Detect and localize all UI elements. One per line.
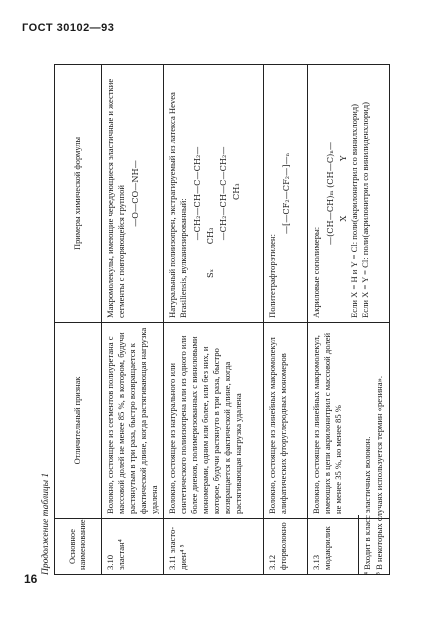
- row-feature: Волокно, состоящее из натурального или синтетического полиизопрена или из одного или более диенов, полимеризованных с виниловыми мономерами, одним или более, или без них, и которое, будучи растянуто в три раза, быстро возвращается к фактической длине, когда растягивающая нагрузка удалена: [164, 323, 264, 519]
- formula-sulfur: Sₓ: [204, 268, 215, 278]
- formula-description: Акриловые сополимеры:: [311, 226, 321, 318]
- row-formula: [102, 65, 164, 323]
- row-formula: [164, 65, 264, 323]
- formula-chain-1: —CH₂—CH—C—CH₂—: [192, 146, 202, 241]
- row-name: 3.13 модакрилик: [308, 519, 390, 575]
- row-formula: [264, 65, 308, 323]
- formula-substituents: [339, 69, 347, 318]
- formula-description: Политетрафторэтилен:: [267, 234, 277, 318]
- page-header: ГОСТ 30102—93: [22, 22, 115, 34]
- fiber-table: [54, 64, 390, 575]
- table-row: [264, 65, 308, 575]
- header-name: Основное наименование: [55, 519, 102, 575]
- footnote: ⁴ Входит в класс эластичных волокон.: [362, 436, 372, 575]
- formula-copolymer: —(CH—CH)ₘ (CH—C)ₙ—: [325, 141, 335, 246]
- formula-chain-2: —CH₂—CH—C—CH₂—: [217, 146, 228, 241]
- row-name: 3.11 эласто-диен⁴ ⁵: [164, 519, 264, 575]
- formula-description: Макромолекулы, имеющие чередующиеся эластичные и жесткие сегменты с повторяющейся группой: [105, 78, 126, 318]
- row-feature: Волокно, состоящее из линейных макромолекул, имеющих в цепи акрилонитрил с массовой долей не менее 35 %, но менее 85 %: [308, 323, 390, 519]
- header-feature: Отличительный признак: [55, 323, 102, 519]
- table-row: [164, 65, 264, 575]
- row-name: 3.10 эластан⁴: [102, 519, 164, 575]
- row-name: 3.12 фторволокно: [264, 519, 308, 575]
- table-header-row: [55, 65, 102, 575]
- formula-note: Если X = H и Y = Cl: поли(акрилонитрил со винилхлорид): [348, 103, 359, 318]
- row-feature: Волокно, состоящее из сегментов полиуретана с массовой долей не менее 85 %, в котором, будучи растянутым в три раза, быстро возвращается к фактической длине, когда растягивающая нагрузка удалена: [102, 323, 164, 519]
- formula-x: X: [337, 215, 348, 222]
- continuation-caption: Продолжение таблицы 1: [41, 472, 51, 575]
- row-feature: Волокно, состоящее из линейных макромолекул алифатических фторуглеродных мономеров: [264, 323, 308, 519]
- footnotes: [359, 65, 385, 575]
- formula-group: —O—CO—NH—: [130, 160, 140, 227]
- rotated-table-page: [40, 65, 400, 575]
- formula-branch: [206, 69, 215, 278]
- formula-y: Y: [337, 155, 348, 161]
- formula-methyl: CH₃: [204, 227, 215, 245]
- footnote-divider: [358, 515, 359, 575]
- footnote: ⁵ В некоторых случаях используется термин «резина».: [373, 375, 384, 575]
- table-row: [102, 65, 164, 575]
- formula-ptfe: —[—CF₂—CF₂—]—ₙ: [281, 152, 291, 235]
- formula-description: Натуральный полиизопрен, экстрагируемый из латекса Hevea Brasiliensis, вулканизированный:: [167, 92, 188, 318]
- header-formula: Примеры химической формулы: [55, 65, 102, 323]
- formula-methyl-2: CH₃: [231, 183, 242, 200]
- page-number: 16: [24, 572, 38, 586]
- formula-note: Если X = Y = Cl: поли(акрилонитрил со винилиденхлорид): [359, 101, 370, 318]
